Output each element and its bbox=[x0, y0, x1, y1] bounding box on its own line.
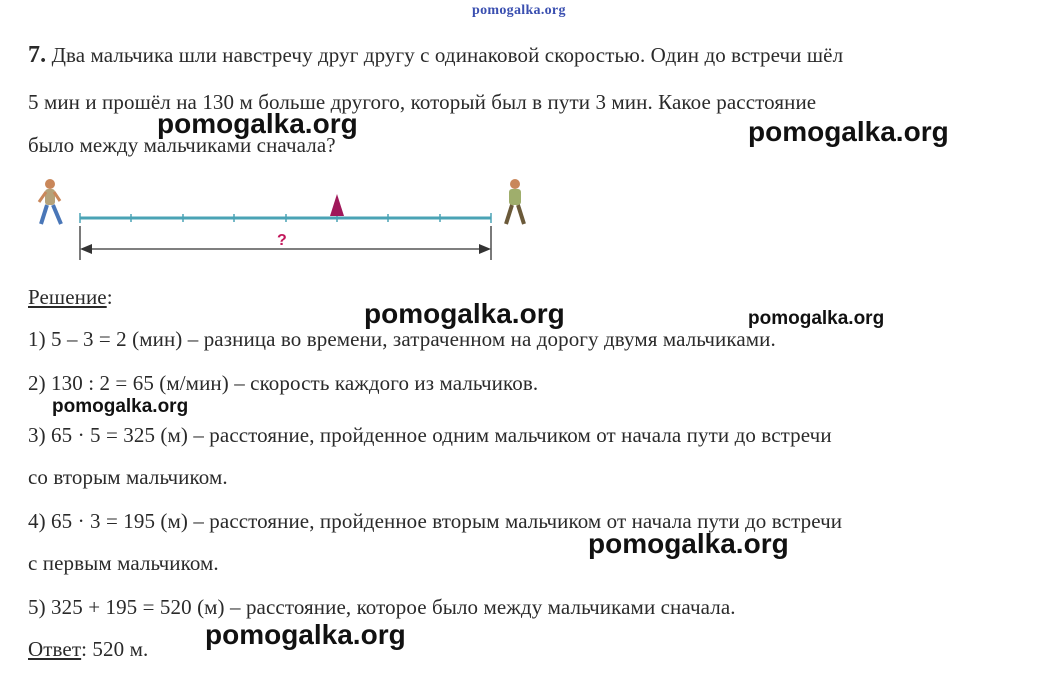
watermark-3: pomogalka.org bbox=[364, 298, 565, 329]
watermark-1: pomogalka.org bbox=[157, 108, 358, 139]
watermark-4: pomogalka.org bbox=[748, 308, 885, 329]
solution-step-3: 3) 65 · 5 = 325 (м) – расстояние, пройденное одним мальчиком от начала пути до встречи bbox=[28, 423, 832, 447]
problem-line-1 bbox=[28, 42, 843, 69]
right-boy-icon bbox=[506, 179, 524, 224]
answer-value: : 520 м. bbox=[81, 637, 149, 661]
solution-step-3-cont: со вторым мальчиком. bbox=[28, 465, 228, 489]
problem-line-2: 5 мин и прошёл на 130 м больше другого, который был в пути 3 мин. Какое расстояние bbox=[28, 90, 817, 114]
answer-label: Ответ bbox=[28, 637, 82, 661]
watermark-7: pomogalka.org bbox=[205, 619, 406, 650]
top-watermark: pomogalka.org bbox=[472, 3, 566, 18]
answer bbox=[28, 637, 148, 662]
problem-number: 7. bbox=[28, 42, 47, 68]
solution-heading-label: Решение bbox=[28, 285, 107, 309]
solution-heading bbox=[28, 285, 113, 310]
solution-step-4: 4) 65 · 3 = 195 (м) – расстояние, пройденное вторым мальчиком от начала пути до встречи bbox=[28, 509, 843, 533]
meeting-point-marker bbox=[330, 194, 344, 216]
solution-step-5: 5) 325 + 195 = 520 (м) – расстояние, которое было между мальчиками сначала. bbox=[28, 595, 736, 619]
motion-diagram bbox=[30, 172, 530, 264]
solution-step-4-cont: с первым мальчиком. bbox=[28, 551, 219, 575]
watermark-6: pomogalka.org bbox=[588, 528, 789, 559]
problem-text-1: Два мальчика шли навстречу друг другу с одинаковой скоростью. Один до встречи шёл bbox=[51, 43, 844, 67]
solution-step-2: 2) 130 : 2 = 65 (м/мин) – скорость каждого из мальчиков. bbox=[28, 371, 539, 395]
watermark-2: pomogalka.org bbox=[748, 116, 949, 147]
solution-heading-colon: : bbox=[106, 285, 113, 309]
solution-step-1: 1) 5 – 3 = 2 (мин) – разница во времени, затраченном на дорогу двумя мальчиками. bbox=[28, 327, 776, 351]
problem-line-3: было между мальчиками сначала? bbox=[28, 133, 336, 157]
watermark-5: pomogalka.org bbox=[52, 396, 189, 417]
question-mark: ? bbox=[277, 232, 287, 249]
left-boy-icon bbox=[39, 179, 61, 224]
